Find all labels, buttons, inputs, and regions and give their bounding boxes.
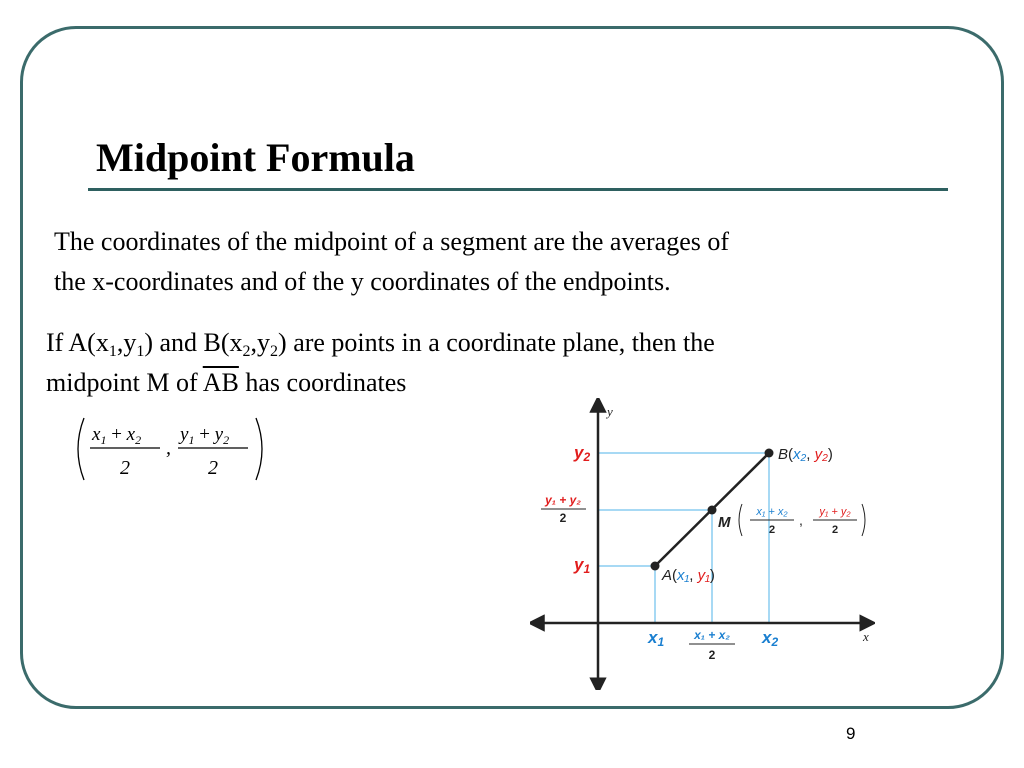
tick-x2: x2 [762,628,779,649]
point-b-dot [765,449,774,458]
tick-xm-denominator: 2 [708,648,716,662]
y-numerator: $y_1 + y_2$ [180,424,230,447]
theorem-line-2 [46,363,715,403]
m-left-paren [739,504,742,536]
slide-title: Midpoint Formula [96,135,415,180]
theorem-paragraph [46,323,715,403]
label-point-m [718,504,865,536]
subscript: 2 [270,343,279,360]
right-paren [256,418,262,480]
point-m-name: M [718,514,731,531]
y-denominator: 2 [208,457,218,479]
theorem-text: ,y [116,328,137,357]
x-numerator: $x_1 + x_2$ [92,424,142,447]
formula-comma: , [166,437,171,459]
definition-line-2: the x-coordinates and of the y coordinates of the endpoints. [54,267,671,296]
m-comma: , [799,512,803,528]
theorem-text: If A(x [46,328,109,357]
tick-y2: y2 [574,443,591,464]
definition-line-1: The coordinates of the midpoint of a segment are the averages of [54,227,730,256]
page-number: 9 [846,724,856,743]
tick-xm-numerator: x₁ + x₂ [694,628,730,642]
x-axis-label: x [863,629,869,644]
tick-y1: y1 [574,555,591,576]
y-axis-label: y [607,404,613,419]
m-y-numerator: y₁ + y₂ [819,506,851,518]
m-x-denominator: 2 [768,524,776,536]
tick-ym-denominator: 2 [559,511,567,525]
definition-paragraph [54,222,729,302]
label-point-b: B(x₂, y₂) [778,446,833,463]
tick-x1: x1 [648,628,665,649]
midpoint-formula [70,410,270,488]
theorem-text: ) are points in a coordinate plane, then the [278,328,715,357]
title-underline [88,188,948,191]
left-paren [78,418,84,480]
theorem-text: ,y [250,328,271,357]
subscript: 1 [136,343,145,360]
subscript: 1 [108,343,117,360]
theorem-line-1 [46,323,715,363]
x-denominator: 2 [120,457,130,479]
m-y-denominator: 2 [831,524,839,536]
tick-ym-numerator: y₁ + y₂ [545,493,581,507]
midpoint-diagram [530,398,875,690]
theorem-text: has coordinates [238,368,407,397]
theorem-text: midpoint M of [46,368,203,397]
m-x-numerator: x₁ + x₂ [756,506,788,518]
segment-ab: $\overline{AB}$ [202,368,239,397]
theorem-text: ) and B(x [144,328,243,357]
m-right-paren [862,504,865,536]
subscript: 2 [242,343,251,360]
point-m-dot [708,506,717,515]
label-point-a: A(x₁, y₁) [662,567,715,584]
point-a-dot [651,562,660,571]
